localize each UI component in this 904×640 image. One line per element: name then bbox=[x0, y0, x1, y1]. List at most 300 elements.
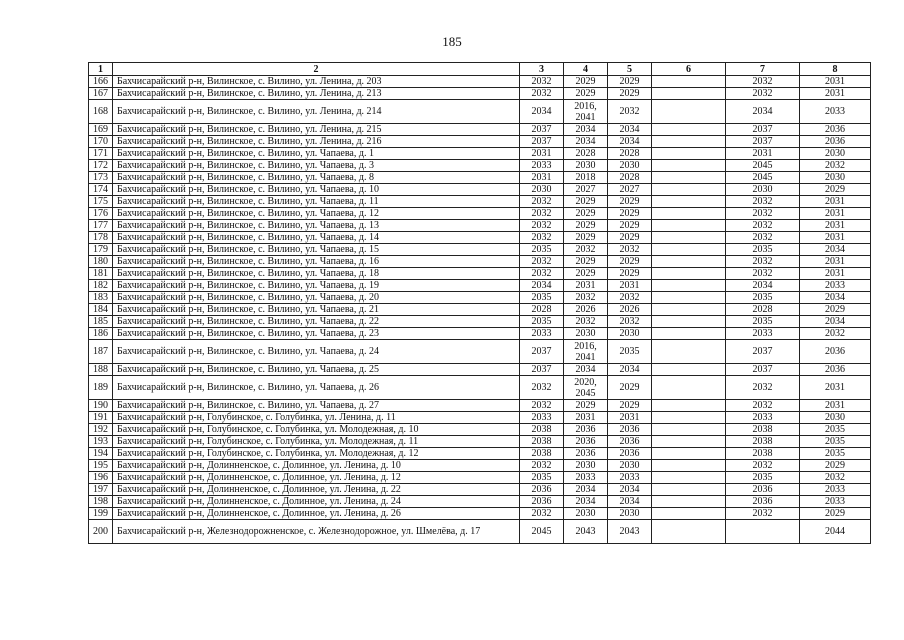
column-3-cell: 2032 bbox=[520, 400, 564, 412]
column-header-4: 4 bbox=[564, 63, 608, 76]
column-4-cell: 2029 bbox=[564, 220, 608, 232]
column-5-cell: 2026 bbox=[608, 304, 652, 316]
column-6-cell bbox=[652, 76, 726, 88]
column-8-cell: 2029 bbox=[800, 304, 871, 316]
column-8-cell: 2029 bbox=[800, 508, 871, 520]
address-cell: Бахчисарайский р-н, Железнодорожненское, с. Железнодорожное, ул. Шмелёва, д. 17 bbox=[113, 520, 520, 544]
column-6-cell bbox=[652, 520, 726, 544]
column-6-cell bbox=[652, 328, 726, 340]
column-7-cell: 2037 bbox=[726, 340, 800, 364]
table-row bbox=[89, 196, 871, 208]
column-5-cell: 2029 bbox=[608, 256, 652, 268]
column-4-cell: 2029 bbox=[564, 232, 608, 244]
column-6-cell bbox=[652, 244, 726, 256]
column-8-cell: 2029 bbox=[800, 460, 871, 472]
column-3-cell: 2033 bbox=[520, 328, 564, 340]
table-row bbox=[89, 268, 871, 280]
column-4-cell: 2036 bbox=[564, 424, 608, 436]
table-row bbox=[89, 340, 871, 364]
column-5-cell: 2033 bbox=[608, 472, 652, 484]
table-row bbox=[89, 220, 871, 232]
row-number-cell: 191 bbox=[89, 412, 113, 424]
column-8-cell: 2032 bbox=[800, 160, 871, 172]
column-6-cell bbox=[652, 280, 726, 292]
row-number-cell: 168 bbox=[89, 100, 113, 124]
column-4-cell: 2034 bbox=[564, 364, 608, 376]
column-5-cell: 2034 bbox=[608, 136, 652, 148]
column-8-cell: 2035 bbox=[800, 448, 871, 460]
row-number-cell: 179 bbox=[89, 244, 113, 256]
row-number-cell: 173 bbox=[89, 172, 113, 184]
column-5-cell: 2029 bbox=[608, 376, 652, 400]
column-6-cell bbox=[652, 460, 726, 472]
row-number-cell: 200 bbox=[89, 520, 113, 544]
column-5-cell: 2036 bbox=[608, 424, 652, 436]
table-row bbox=[89, 160, 871, 172]
column-6-cell bbox=[652, 208, 726, 220]
column-6-cell bbox=[652, 424, 726, 436]
address-cell: Бахчисарайский р-н, Голубинское, с. Голубинка, ул. Молодежная, д. 11 bbox=[113, 436, 520, 448]
address-cell: Бахчисарайский р-н, Голубинское, с. Голубинка, ул. Молодежная, д. 10 bbox=[113, 424, 520, 436]
column-6-cell bbox=[652, 232, 726, 244]
column-5-cell: 2030 bbox=[608, 460, 652, 472]
column-4-cell: 2029 bbox=[564, 76, 608, 88]
column-6-cell bbox=[652, 88, 726, 100]
address-cell: Бахчисарайский р-н, Вилинское, с. Вилино, ул. Чапаева, д. 1 bbox=[113, 148, 520, 160]
row-number-cell: 172 bbox=[89, 160, 113, 172]
row-number-cell: 194 bbox=[89, 448, 113, 460]
table-row bbox=[89, 244, 871, 256]
address-cell: Бахчисарайский р-н, Голубинское, с. Голубинка, ул. Молодежная, д. 12 bbox=[113, 448, 520, 460]
row-number-cell: 195 bbox=[89, 460, 113, 472]
column-7-cell: 2035 bbox=[726, 244, 800, 256]
column-6-cell bbox=[652, 472, 726, 484]
column-7-cell: 2034 bbox=[726, 280, 800, 292]
column-4-cell: 2032 bbox=[564, 316, 608, 328]
column-5-cell: 2034 bbox=[608, 124, 652, 136]
column-3-cell: 2030 bbox=[520, 184, 564, 196]
column-6-cell bbox=[652, 100, 726, 124]
column-4-cell: 2034 bbox=[564, 136, 608, 148]
column-5-cell: 2029 bbox=[608, 232, 652, 244]
column-3-cell: 2038 bbox=[520, 436, 564, 448]
column-4-cell: 2034 bbox=[564, 484, 608, 496]
column-7-cell: 2033 bbox=[726, 328, 800, 340]
column-5-cell: 2031 bbox=[608, 280, 652, 292]
table-row bbox=[89, 280, 871, 292]
table-row bbox=[89, 484, 871, 496]
column-6-cell bbox=[652, 256, 726, 268]
table-row bbox=[89, 400, 871, 412]
column-8-cell: 2033 bbox=[800, 100, 871, 124]
column-6-cell bbox=[652, 148, 726, 160]
column-3-cell: 2035 bbox=[520, 316, 564, 328]
row-number-cell: 181 bbox=[89, 268, 113, 280]
address-cell: Бахчисарайский р-н, Вилинское, с. Вилино, ул. Чапаева, д. 15 bbox=[113, 244, 520, 256]
column-8-cell: 2033 bbox=[800, 496, 871, 508]
row-number-cell: 169 bbox=[89, 124, 113, 136]
column-7-cell: 2045 bbox=[726, 172, 800, 184]
column-7-cell: 2036 bbox=[726, 496, 800, 508]
address-cell: Бахчисарайский р-н, Вилинское, с. Вилино, ул. Чапаева, д. 12 bbox=[113, 208, 520, 220]
column-4-cell: 2016, 2041 bbox=[564, 100, 608, 124]
page-number: 185 bbox=[442, 34, 462, 49]
column-6-cell bbox=[652, 448, 726, 460]
column-header-3: 3 bbox=[520, 63, 564, 76]
row-number-cell: 184 bbox=[89, 304, 113, 316]
table-row bbox=[89, 520, 871, 544]
column-3-cell: 2033 bbox=[520, 160, 564, 172]
column-8-cell: 2031 bbox=[800, 220, 871, 232]
column-3-cell: 2031 bbox=[520, 172, 564, 184]
column-4-cell: 2032 bbox=[564, 292, 608, 304]
table-row bbox=[89, 172, 871, 184]
column-8-cell: 2033 bbox=[800, 280, 871, 292]
address-cell: Бахчисарайский р-н, Вилинское, с. Вилино, ул. Чапаева, д. 14 bbox=[113, 232, 520, 244]
column-7-cell: 2032 bbox=[726, 256, 800, 268]
address-cell: Бахчисарайский р-н, Долинненское, с. Долинное, ул. Ленина, д. 26 bbox=[113, 508, 520, 520]
table-row bbox=[89, 448, 871, 460]
address-cell: Бахчисарайский р-н, Вилинское, с. Вилино, ул. Чапаева, д. 11 bbox=[113, 196, 520, 208]
column-4-cell: 2030 bbox=[564, 460, 608, 472]
column-5-cell: 2029 bbox=[608, 76, 652, 88]
column-3-cell: 2038 bbox=[520, 448, 564, 460]
column-7-cell: 2032 bbox=[726, 460, 800, 472]
column-8-cell: 2034 bbox=[800, 292, 871, 304]
column-4-cell: 2029 bbox=[564, 256, 608, 268]
column-header-1: 1 bbox=[89, 63, 113, 76]
column-5-cell: 2043 bbox=[608, 520, 652, 544]
column-6-cell bbox=[652, 184, 726, 196]
column-5-cell: 2036 bbox=[608, 436, 652, 448]
column-3-cell: 2032 bbox=[520, 88, 564, 100]
address-cell: Бахчисарайский р-н, Вилинское, с. Вилино, ул. Ленина, д. 214 bbox=[113, 100, 520, 124]
address-cell: Бахчисарайский р-н, Вилинское, с. Вилино, ул. Чапаева, д. 13 bbox=[113, 220, 520, 232]
table-row bbox=[89, 424, 871, 436]
column-header-5: 5 bbox=[608, 63, 652, 76]
row-number-cell: 166 bbox=[89, 76, 113, 88]
column-8-cell: 2032 bbox=[800, 328, 871, 340]
table-row bbox=[89, 184, 871, 196]
column-5-cell: 2034 bbox=[608, 484, 652, 496]
column-7-cell: 2035 bbox=[726, 472, 800, 484]
address-cell: Бахчисарайский р-н, Вилинское, с. Вилино, ул. Ленина, д. 216 bbox=[113, 136, 520, 148]
column-4-cell: 2036 bbox=[564, 436, 608, 448]
column-5-cell: 2032 bbox=[608, 100, 652, 124]
column-6-cell bbox=[652, 136, 726, 148]
address-cell: Бахчисарайский р-н, Голубинское, с. Голубинка, ул. Ленина, д. 11 bbox=[113, 412, 520, 424]
column-6-cell bbox=[652, 172, 726, 184]
buildings-table bbox=[88, 62, 871, 544]
column-3-cell: 2037 bbox=[520, 136, 564, 148]
column-7-cell: 2037 bbox=[726, 364, 800, 376]
column-7-cell: 2038 bbox=[726, 448, 800, 460]
column-4-cell: 2028 bbox=[564, 148, 608, 160]
column-8-cell: 2031 bbox=[800, 256, 871, 268]
table-row bbox=[89, 412, 871, 424]
table-row bbox=[89, 460, 871, 472]
column-header-6: 6 bbox=[652, 63, 726, 76]
column-4-cell: 2029 bbox=[564, 208, 608, 220]
address-cell: Бахчисарайский р-н, Вилинское, с. Вилино, ул. Чапаева, д. 19 bbox=[113, 280, 520, 292]
column-3-cell: 2036 bbox=[520, 484, 564, 496]
table-row bbox=[89, 148, 871, 160]
column-6-cell bbox=[652, 484, 726, 496]
column-6-cell bbox=[652, 220, 726, 232]
column-8-cell: 2030 bbox=[800, 412, 871, 424]
column-5-cell: 2030 bbox=[608, 160, 652, 172]
row-number-cell: 197 bbox=[89, 484, 113, 496]
column-3-cell: 2037 bbox=[520, 340, 564, 364]
row-number-cell: 174 bbox=[89, 184, 113, 196]
column-7-cell: 2035 bbox=[726, 292, 800, 304]
column-4-cell: 2031 bbox=[564, 412, 608, 424]
address-cell: Бахчисарайский р-н, Вилинское, с. Вилино, ул. Чапаева, д. 21 bbox=[113, 304, 520, 316]
column-4-cell: 2031 bbox=[564, 280, 608, 292]
column-6-cell bbox=[652, 364, 726, 376]
table-row bbox=[89, 124, 871, 136]
column-3-cell: 2032 bbox=[520, 376, 564, 400]
column-3-cell: 2032 bbox=[520, 268, 564, 280]
address-cell: Бахчисарайский р-н, Вилинское, с. Вилино, ул. Чапаева, д. 18 bbox=[113, 268, 520, 280]
column-7-cell: 2032 bbox=[726, 400, 800, 412]
column-5-cell: 2029 bbox=[608, 208, 652, 220]
address-cell: Бахчисарайский р-н, Вилинское, с. Вилино, ул. Чапаева, д. 3 bbox=[113, 160, 520, 172]
column-7-cell: 2045 bbox=[726, 160, 800, 172]
address-cell: Бахчисарайский р-н, Вилинское, с. Вилино, ул. Ленина, д. 215 bbox=[113, 124, 520, 136]
column-6-cell bbox=[652, 160, 726, 172]
column-8-cell: 2031 bbox=[800, 196, 871, 208]
column-7-cell: 2032 bbox=[726, 76, 800, 88]
column-8-cell: 2036 bbox=[800, 340, 871, 364]
column-3-cell: 2031 bbox=[520, 148, 564, 160]
address-cell: Бахчисарайский р-н, Долинненское, с. Долинное, ул. Ленина, д. 10 bbox=[113, 460, 520, 472]
column-6-cell bbox=[652, 304, 726, 316]
column-5-cell: 2029 bbox=[608, 88, 652, 100]
row-number-cell: 185 bbox=[89, 316, 113, 328]
table-row bbox=[89, 76, 871, 88]
column-4-cell: 2030 bbox=[564, 508, 608, 520]
row-number-cell: 196 bbox=[89, 472, 113, 484]
column-4-cell: 2033 bbox=[564, 472, 608, 484]
column-4-cell: 2034 bbox=[564, 124, 608, 136]
address-cell: Бахчисарайский р-н, Вилинское, с. Вилино, ул. Чапаева, д. 25 bbox=[113, 364, 520, 376]
column-7-cell: 2032 bbox=[726, 376, 800, 400]
column-8-cell: 2034 bbox=[800, 244, 871, 256]
table-row bbox=[89, 436, 871, 448]
address-cell: Бахчисарайский р-н, Вилинское, с. Вилино, ул. Чапаева, д. 24 bbox=[113, 340, 520, 364]
table-row bbox=[89, 364, 871, 376]
column-8-cell: 2031 bbox=[800, 76, 871, 88]
column-8-cell: 2036 bbox=[800, 124, 871, 136]
column-7-cell: 2036 bbox=[726, 484, 800, 496]
row-number-cell: 190 bbox=[89, 400, 113, 412]
table-row bbox=[89, 316, 871, 328]
table-row bbox=[89, 256, 871, 268]
column-8-cell: 2036 bbox=[800, 364, 871, 376]
column-8-cell: 2029 bbox=[800, 184, 871, 196]
table-header bbox=[89, 63, 871, 76]
column-5-cell: 2029 bbox=[608, 400, 652, 412]
column-5-cell: 2034 bbox=[608, 364, 652, 376]
column-8-cell: 2036 bbox=[800, 136, 871, 148]
column-7-cell: 2028 bbox=[726, 304, 800, 316]
column-6-cell bbox=[652, 268, 726, 280]
column-7-cell: 2037 bbox=[726, 136, 800, 148]
header-row bbox=[89, 63, 871, 76]
address-cell: Бахчисарайский р-н, Вилинское, с. Вилино, ул. Чапаева, д. 22 bbox=[113, 316, 520, 328]
row-number-cell: 192 bbox=[89, 424, 113, 436]
column-3-cell: 2036 bbox=[520, 496, 564, 508]
column-3-cell: 2034 bbox=[520, 280, 564, 292]
column-5-cell: 2030 bbox=[608, 328, 652, 340]
column-3-cell: 2038 bbox=[520, 424, 564, 436]
column-4-cell: 2034 bbox=[564, 496, 608, 508]
table-row bbox=[89, 508, 871, 520]
column-header-8: 8 bbox=[800, 63, 871, 76]
address-cell: Бахчисарайский р-н, Долинненское, с. Долинное, ул. Ленина, д. 12 bbox=[113, 472, 520, 484]
row-number-cell: 193 bbox=[89, 436, 113, 448]
column-3-cell: 2035 bbox=[520, 472, 564, 484]
column-8-cell: 2031 bbox=[800, 232, 871, 244]
address-cell: Бахчисарайский р-н, Вилинское, с. Вилино, ул. Чапаева, д. 8 bbox=[113, 172, 520, 184]
column-6-cell bbox=[652, 496, 726, 508]
column-4-cell: 2036 bbox=[564, 448, 608, 460]
column-6-cell bbox=[652, 508, 726, 520]
column-6-cell bbox=[652, 376, 726, 400]
address-cell: Бахчисарайский р-н, Долинненское, с. Долинное, ул. Ленина, д. 24 bbox=[113, 496, 520, 508]
column-4-cell: 2029 bbox=[564, 400, 608, 412]
table-row bbox=[89, 208, 871, 220]
column-7-cell: 2034 bbox=[726, 100, 800, 124]
column-4-cell: 2030 bbox=[564, 160, 608, 172]
column-5-cell: 2028 bbox=[608, 172, 652, 184]
table-row bbox=[89, 292, 871, 304]
column-header-2: 2 bbox=[113, 63, 520, 76]
column-5-cell: 2031 bbox=[608, 412, 652, 424]
column-4-cell: 2029 bbox=[564, 88, 608, 100]
column-6-cell bbox=[652, 124, 726, 136]
column-3-cell: 2037 bbox=[520, 124, 564, 136]
column-8-cell: 2035 bbox=[800, 424, 871, 436]
table-row bbox=[89, 100, 871, 124]
column-8-cell: 2032 bbox=[800, 472, 871, 484]
column-5-cell: 2027 bbox=[608, 184, 652, 196]
row-number-cell: 177 bbox=[89, 220, 113, 232]
column-3-cell: 2028 bbox=[520, 304, 564, 316]
column-5-cell: 2032 bbox=[608, 292, 652, 304]
column-8-cell: 2031 bbox=[800, 88, 871, 100]
column-7-cell: 2032 bbox=[726, 268, 800, 280]
column-6-cell bbox=[652, 412, 726, 424]
column-3-cell: 2035 bbox=[520, 292, 564, 304]
column-8-cell: 2031 bbox=[800, 268, 871, 280]
row-number-cell: 180 bbox=[89, 256, 113, 268]
column-3-cell: 2037 bbox=[520, 364, 564, 376]
column-5-cell: 2036 bbox=[608, 448, 652, 460]
column-6-cell bbox=[652, 292, 726, 304]
column-4-cell: 2032 bbox=[564, 244, 608, 256]
address-cell: Бахчисарайский р-н, Вилинское, с. Вилино, ул. Чапаева, д. 26 bbox=[113, 376, 520, 400]
address-cell: Бахчисарайский р-н, Вилинское, с. Вилино, ул. Чапаева, д. 23 bbox=[113, 328, 520, 340]
column-4-cell: 2018 bbox=[564, 172, 608, 184]
column-7-cell: 2031 bbox=[726, 148, 800, 160]
column-7-cell: 2032 bbox=[726, 208, 800, 220]
column-5-cell: 2030 bbox=[608, 508, 652, 520]
table-row bbox=[89, 472, 871, 484]
column-8-cell: 2030 bbox=[800, 148, 871, 160]
column-5-cell: 2029 bbox=[608, 268, 652, 280]
column-4-cell: 2026 bbox=[564, 304, 608, 316]
column-3-cell: 2032 bbox=[520, 220, 564, 232]
table-row bbox=[89, 304, 871, 316]
column-8-cell: 2031 bbox=[800, 208, 871, 220]
column-3-cell: 2032 bbox=[520, 256, 564, 268]
row-number-cell: 182 bbox=[89, 280, 113, 292]
column-8-cell: 2034 bbox=[800, 316, 871, 328]
column-3-cell: 2032 bbox=[520, 196, 564, 208]
column-3-cell: 2035 bbox=[520, 244, 564, 256]
table-row bbox=[89, 88, 871, 100]
column-7-cell: 2032 bbox=[726, 508, 800, 520]
column-5-cell: 2028 bbox=[608, 148, 652, 160]
row-number-cell: 189 bbox=[89, 376, 113, 400]
column-7-cell: 2037 bbox=[726, 124, 800, 136]
row-number-cell: 167 bbox=[89, 88, 113, 100]
row-number-cell: 187 bbox=[89, 340, 113, 364]
column-header-7: 7 bbox=[726, 63, 800, 76]
column-4-cell: 2029 bbox=[564, 196, 608, 208]
column-5-cell: 2034 bbox=[608, 496, 652, 508]
table-row bbox=[89, 232, 871, 244]
column-3-cell: 2034 bbox=[520, 100, 564, 124]
address-cell: Бахчисарайский р-н, Долинненское, с. Долинное, ул. Ленина, д. 22 bbox=[113, 484, 520, 496]
column-5-cell: 2029 bbox=[608, 196, 652, 208]
column-7-cell: 2032 bbox=[726, 220, 800, 232]
column-6-cell bbox=[652, 316, 726, 328]
address-cell: Бахчисарайский р-н, Вилинское, с. Вилино, ул. Чапаева, д. 16 bbox=[113, 256, 520, 268]
column-6-cell bbox=[652, 340, 726, 364]
column-6-cell bbox=[652, 196, 726, 208]
column-3-cell: 2032 bbox=[520, 76, 564, 88]
column-7-cell bbox=[726, 520, 800, 544]
column-4-cell: 2020, 2045 bbox=[564, 376, 608, 400]
column-3-cell: 2033 bbox=[520, 412, 564, 424]
row-number-cell: 186 bbox=[89, 328, 113, 340]
table-row bbox=[89, 496, 871, 508]
column-5-cell: 2029 bbox=[608, 220, 652, 232]
address-cell: Бахчисарайский р-н, Вилинское, с. Вилино, ул. Ленина, д. 203 bbox=[113, 76, 520, 88]
row-number-cell: 175 bbox=[89, 196, 113, 208]
address-cell: Бахчисарайский р-н, Вилинское, с. Вилино, ул. Чапаева, д. 27 bbox=[113, 400, 520, 412]
column-3-cell: 2032 bbox=[520, 508, 564, 520]
column-4-cell: 2029 bbox=[564, 268, 608, 280]
column-4-cell: 2027 bbox=[564, 184, 608, 196]
column-4-cell: 2030 bbox=[564, 328, 608, 340]
column-7-cell: 2032 bbox=[726, 232, 800, 244]
address-cell: Бахчисарайский р-н, Вилинское, с. Вилино, ул. Чапаева, д. 10 bbox=[113, 184, 520, 196]
row-number-cell: 176 bbox=[89, 208, 113, 220]
column-3-cell: 2032 bbox=[520, 460, 564, 472]
column-8-cell: 2035 bbox=[800, 436, 871, 448]
column-6-cell bbox=[652, 400, 726, 412]
column-5-cell: 2035 bbox=[608, 340, 652, 364]
table-row bbox=[89, 328, 871, 340]
column-3-cell: 2045 bbox=[520, 520, 564, 544]
table-row bbox=[89, 376, 871, 400]
column-8-cell: 2030 bbox=[800, 172, 871, 184]
column-7-cell: 2030 bbox=[726, 184, 800, 196]
